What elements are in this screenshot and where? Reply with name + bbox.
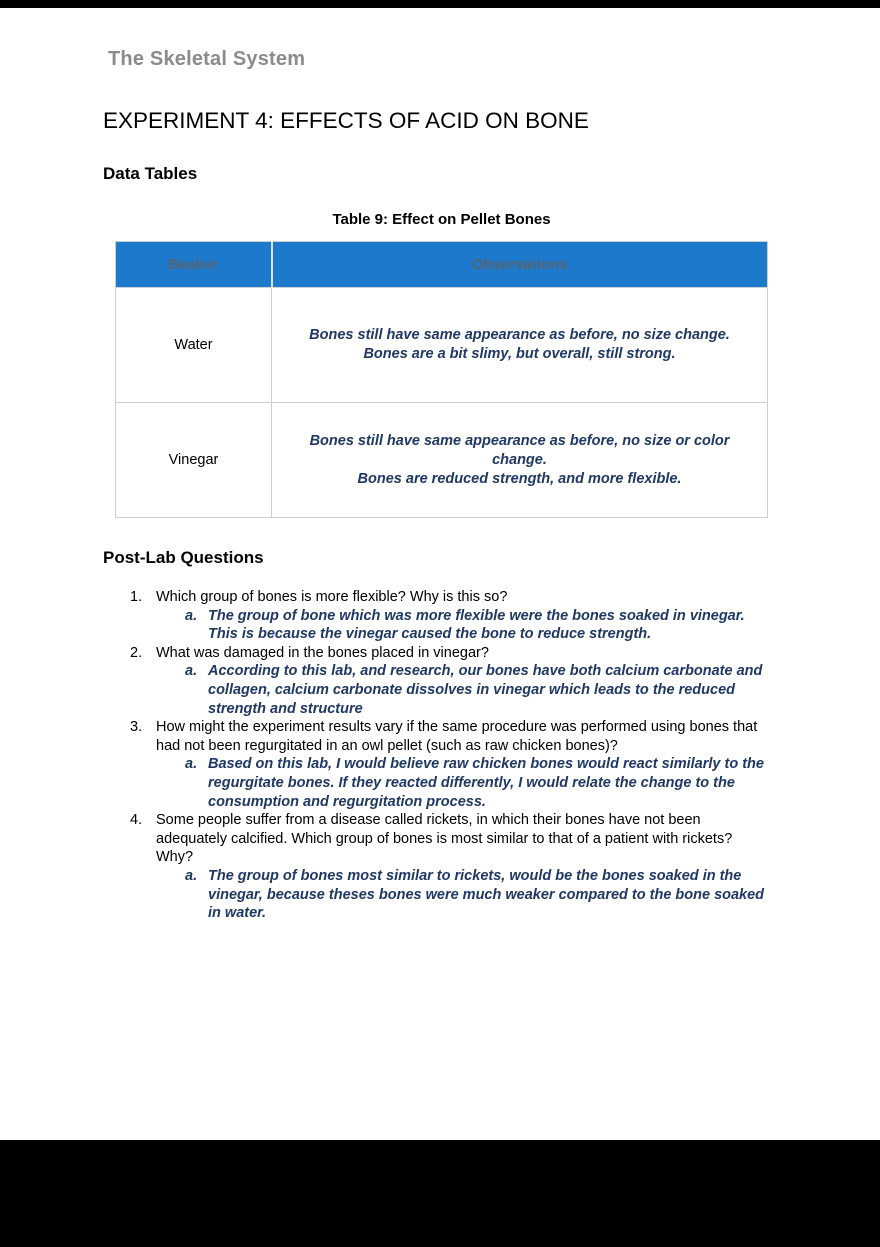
answer-label: a. <box>185 663 198 680</box>
question-text: How might the experiment results vary if the same procedure was performed using bones that had not been regurgitated in an owl pellet (such as raw chicken bones)? <box>156 719 758 754</box>
table-row <box>116 288 768 403</box>
answer-label: a. <box>185 867 198 884</box>
bottom-black-bar <box>0 1140 880 1247</box>
post-lab-questions-list <box>103 588 768 923</box>
column-header-observations: Observations <box>272 242 768 288</box>
answer-text: Based on this lab, I would believe raw chicken bones would react similarly to the regurgitate bones. If they reacted differently, I would relate the change to the consumption and regurgitation process. <box>208 756 764 810</box>
top-black-bar <box>0 0 880 8</box>
beaker-cell-water: Water <box>116 288 272 403</box>
question-number: 3. <box>130 719 143 736</box>
question-3 <box>103 718 768 755</box>
question-text: What was damaged in the bones placed in vinegar? <box>156 644 489 661</box>
section-heading-data-tables: Data Tables <box>103 164 198 183</box>
table-header-row <box>116 242 768 288</box>
question-text: Which group of bones is more flexible? Why is this so? <box>156 589 508 605</box>
answer-4 <box>103 867 768 923</box>
question-number: 1. <box>130 589 143 605</box>
observations-cell-vinegar <box>272 403 768 518</box>
answer-text: According to this lab, and research, our bones have both calcium carbonate and collagen, calcium carbonate dissolves in vinegar which leads to the reduced strength and structure <box>208 663 763 717</box>
observation-line: Bones are a bit slimy, but overall, still strong. <box>363 346 676 362</box>
question-text: Some people suffer from a disease called rickets, in which their bones have not been adequately calcified. Which group of bones is most similar to that of a patient with rickets? Why? <box>156 812 733 866</box>
section-heading-post-lab: Post-Lab Questions <box>103 548 264 567</box>
question-number: 2. <box>130 644 143 661</box>
pellet-bones-table <box>115 241 768 518</box>
beaker-cell-vinegar: Vinegar <box>116 403 272 518</box>
doc-header-title: The Skeletal System <box>108 48 306 70</box>
observation-line: Bones still have same appearance as before, no size or color change. <box>309 432 730 468</box>
answer-2 <box>103 662 768 718</box>
table-row <box>116 403 768 518</box>
answer-text: The group of bones most similar to rickets, would be the bones soaked in the vinegar, because theses bones were much weaker compared to the bone soaked in water. <box>208 867 765 922</box>
question-number: 4. <box>130 812 143 829</box>
answer-text: The group of bone which was more flexible were the bones soaked in vinegar. This is because the vinegar caused the bone to reduce strength. <box>208 607 745 643</box>
page-title: EXPERIMENT 4: EFFECTS OF ACID ON BONE <box>103 108 589 133</box>
question-2 <box>103 644 768 663</box>
observation-line: Bones are reduced strength, and more flexible. <box>357 470 682 487</box>
table-caption: Table 9: Effect on Pellet Bones <box>332 211 551 228</box>
observation-line: Bones still have same appearance as before, no size change. <box>309 327 730 343</box>
document-page <box>0 8 880 1140</box>
answer-3 <box>103 755 768 811</box>
page-content <box>0 8 880 923</box>
answer-label: a. <box>185 756 198 773</box>
column-header-beaker: Beaker <box>116 242 272 288</box>
observations-cell-water <box>272 288 768 403</box>
answer-1 <box>103 607 768 644</box>
answer-label: a. <box>185 607 198 624</box>
question-4 <box>103 811 768 867</box>
question-1 <box>103 588 768 607</box>
